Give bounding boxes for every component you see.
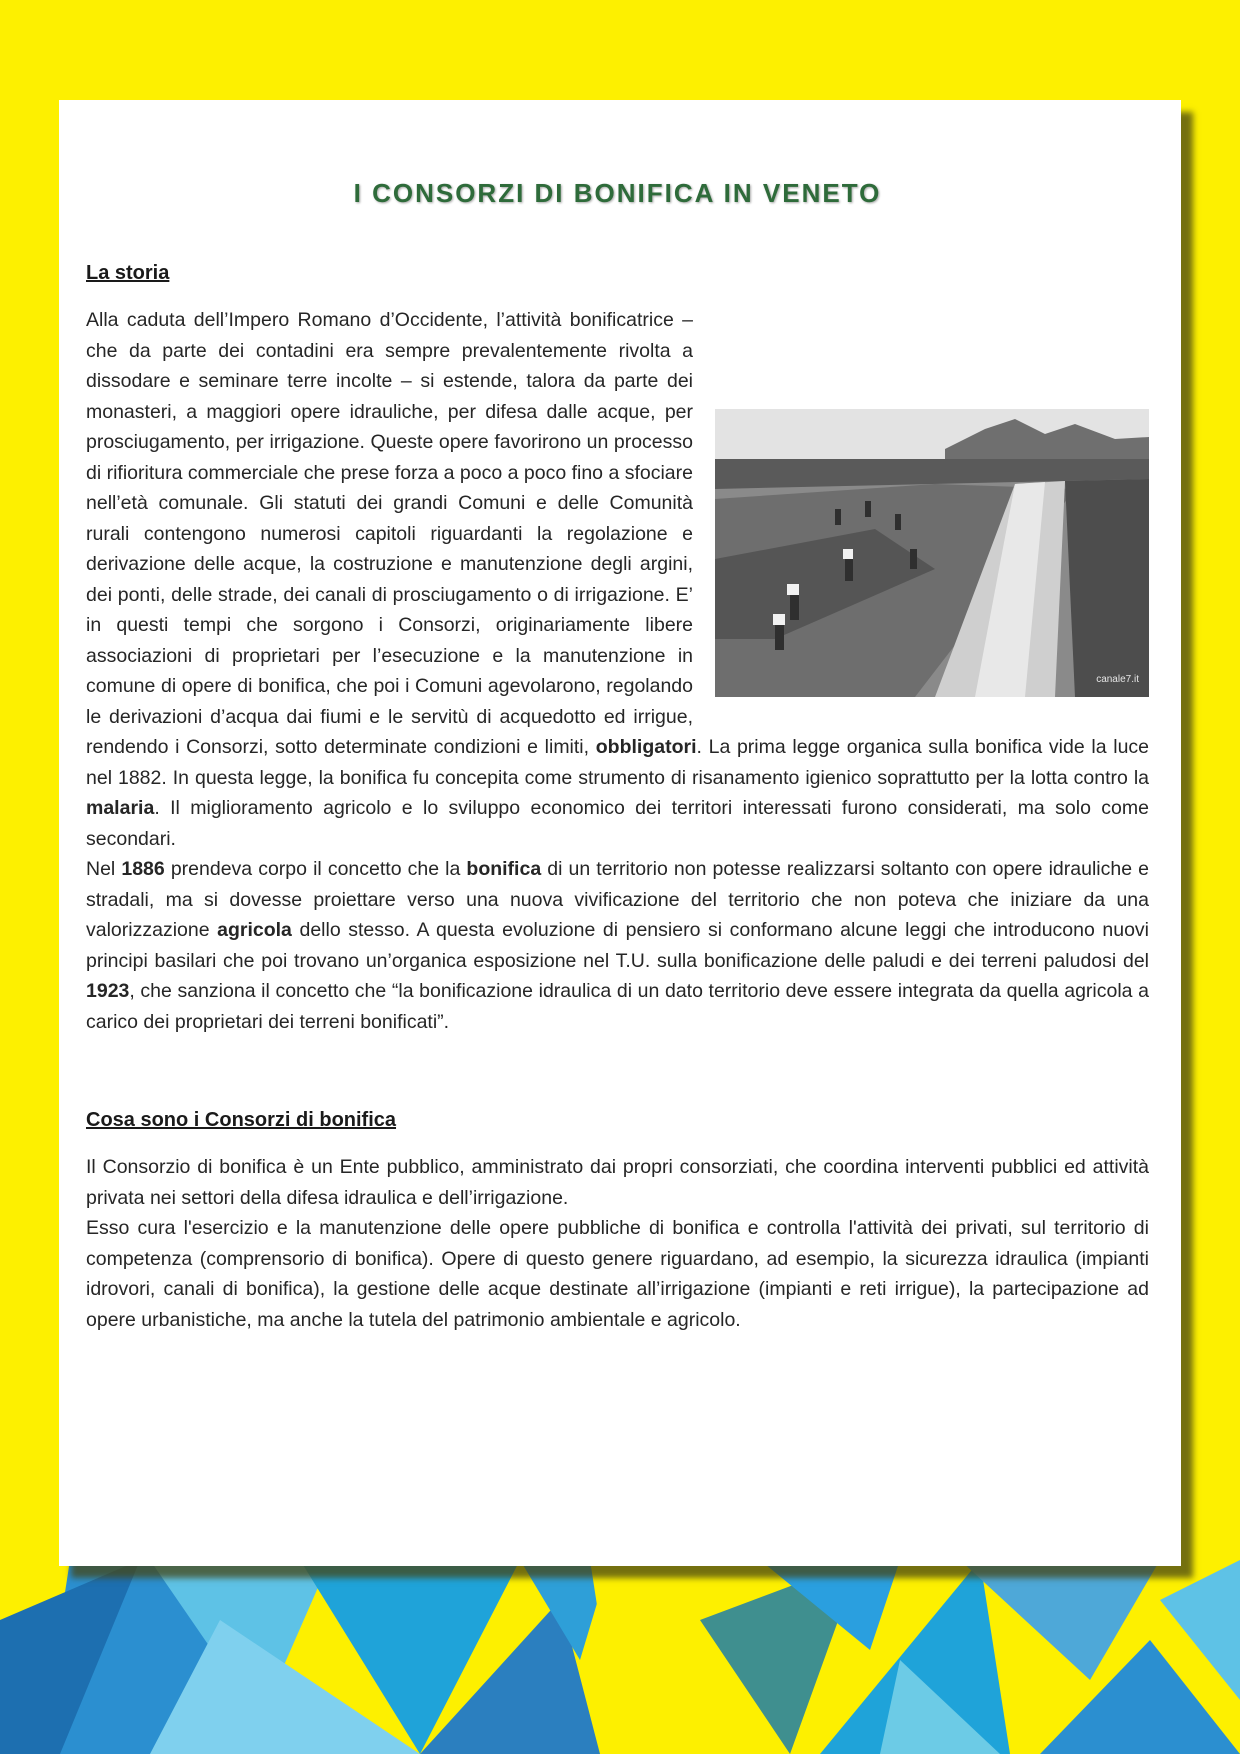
history2-prefix: Nel [86, 858, 122, 880]
what-paragraph-1: Il Consorzio di bonifica è un Ente pubblico, amministrato dai propri consorziati, che coordina interventi pubblici ed attività privata nei settori della difesa idraulica e dell’irrigazione. [86, 1156, 1149, 1209]
bold-obbligatori: obbligatori [595, 736, 697, 758]
history2-part-a: prendeva corpo il concetto che la [164, 858, 467, 880]
history2-part-b: di un territorio non potesse realizzarsi soltanto con opere idrauliche e stradali, ma si dovesse proiettare verso una nuova vivificazione del territorio che non poteva che iniziare da una valorizzazione [86, 858, 1149, 941]
heading-cosa-sono: Cosa sono i Consorzi di bonifica [86, 1109, 397, 1131]
history-text-part-2: . La prima legge organica sulla bonifica vide la luce nel 1882. In questa legge, la bonifica fu concepita come strumento di risanamento igienico soprattutto per la lotta contro la [86, 736, 1150, 789]
history-text-part-3: . Il miglioramento agricolo e lo sviluppo economico dei territori interessati furono considerati, ma solo come secondari. [86, 797, 1149, 850]
canal-excavation-photo-icon [715, 409, 1149, 697]
bold-malaria: malaria [86, 797, 155, 819]
document-page [59, 100, 1181, 1566]
history2-part-d: , che sanziona il concetto che “la bonificazione idraulica di un dato territorio deve essere integrata da quella agricola a carico dei proprietari dei terreni bonificati”. [86, 980, 1149, 1033]
document-title: I CONSORZI DI BONIFICA IN VENETO [353, 178, 882, 208]
what-paragraph-2: Esso cura l'esercizio e la manutenzione delle opere pubbliche di bonifica e controlla l'attività dei privati, sul territorio di competenza (comprensorio di bonifica). Opere di questo genere riguardano, ad esempio, la sicurezza idraulica (impianti idrovori, canali di bonifica), la gestione delle acque destinate all’irrigazione (impianti e reti irrigue), la partecipazione ad opere urbanistiche, ma anche la tutela del patrimonio ambientale e agricolo. [86, 1217, 1149, 1331]
bold-bonifica: bonifica [466, 858, 542, 880]
bold-agricola: agricola [217, 919, 292, 941]
bold-1886: 1886 [121, 858, 165, 880]
heading-la-storia: La storia [86, 262, 170, 284]
history2-part-c: dello stesso. A questa evoluzione di pensiero si conformano alcune leggi che introducono nuovi principi basilari che poi trovano un’organica esposizione nel T.U. sulla bonificazione delle paludi e dei terreni paludosi del [86, 919, 1149, 972]
history-text-part-1: Alla caduta dell’Impero Romano d’Occidente, l’attività bonificatrice – che da parte dei contadini era sempre prevalentemente rivolta a dissodare e seminare terre incolte – si estende, talora da parte dei monasteri, a maggiori opere idrauliche, per difesa dalle acque, per prosciugamento, per irrigazione. Queste opere favorirono un processo di rifioritura commerciale che prese forza a poco a poco fino a sfociare nell’età comunale. Gli statuti dei grandi Comuni e delle Comunità rurali contengono numerosi capitoli riguardanti la regolazione e derivazione delle acque, la costruzione e manutenzione degli argini, dei ponti, delle strade, dei canali di prosciugamento o di irrigazione. E’ in questi tempi che sorgono i Consorzi, originariamente libere associazioni di proprietari per l’esecuzione e la manutenzione in comune di opere di bonifica, che poi i Comuni agevolarono, regolando le derivazioni d’acqua dai fiumi e le servitù di acquedotto ed irrigue, rendendo i Consorzi, sotto determinate condizioni e limiti, [86, 309, 693, 758]
canal-photo [715, 409, 1149, 697]
photo-credit: canale7.it [1096, 673, 1139, 685]
bold-1923: 1923 [86, 980, 130, 1002]
history-paragraph-2 [86, 854, 1149, 1037]
history-paragraph-1 [86, 305, 1149, 854]
